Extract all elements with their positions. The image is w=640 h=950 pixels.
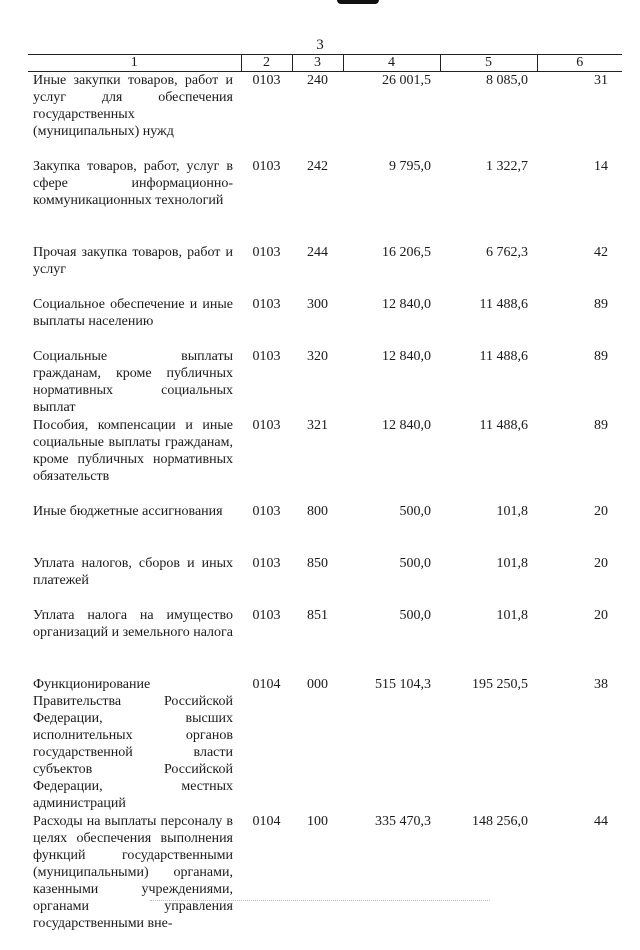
row-section: 0103	[252, 159, 281, 174]
row-col5: 101,8	[496, 556, 528, 571]
table-row	[28, 72, 622, 159]
row-col4: 500,0	[399, 504, 431, 519]
row-section: 0103	[252, 418, 281, 433]
row-name: Уплата налогов, сборов и иных платежей	[33, 556, 233, 588]
table-row	[28, 417, 622, 503]
row-section: 0104	[252, 814, 281, 829]
row-col6: 20	[594, 608, 608, 623]
row-col5: 11 488,6	[479, 349, 528, 364]
row-expense-type: 000	[307, 677, 328, 692]
row-section: 0103	[252, 504, 281, 519]
row-col4: 16 206,5	[382, 245, 431, 260]
row-col4: 515 104,3	[375, 677, 431, 692]
row-col6: 20	[594, 504, 608, 519]
table-row	[28, 813, 622, 950]
row-expense-type: 320	[307, 349, 328, 364]
row-expense-type: 240	[307, 73, 328, 88]
row-name: Уплата налога на имущество организаций и земельного налога	[33, 608, 233, 640]
row-col4: 12 840,0	[382, 418, 431, 433]
row-section: 0103	[252, 297, 281, 312]
row-expense-type: 321	[307, 418, 328, 433]
row-section: 0103	[252, 245, 281, 260]
row-name: Иные бюджетные ассигнования	[33, 504, 223, 519]
row-col4: 26 001,5	[382, 73, 431, 88]
row-col6: 31	[594, 73, 608, 88]
row-section: 0103	[252, 73, 281, 88]
row-expense-type: 244	[307, 245, 328, 260]
header-col-2: 2	[241, 55, 292, 72]
row-col5: 11 488,6	[479, 297, 528, 312]
row-col6: 20	[594, 556, 608, 571]
table-row	[28, 503, 622, 555]
row-section: 0103	[252, 349, 281, 364]
row-name: Функционирование Правительства Российской Федерации, высших исполнительных органов государственной власти субъектов Российской Федерации, местных администраций	[33, 677, 233, 811]
row-col4: 12 840,0	[382, 297, 431, 312]
row-name: Закупка товаров, работ, услуг в сфере информационно-коммуникационных технологий	[33, 159, 233, 208]
row-col6: 89	[594, 297, 608, 312]
table-row	[28, 676, 622, 813]
row-expense-type: 850	[307, 556, 328, 571]
row-col5: 101,8	[496, 504, 528, 519]
row-col5: 8 085,0	[486, 73, 528, 88]
budget-table	[28, 55, 622, 950]
column-number-header	[28, 55, 622, 72]
row-col4: 500,0	[399, 608, 431, 623]
header-col-3: 3	[292, 55, 343, 72]
row-col5: 101,8	[496, 608, 528, 623]
row-expense-type: 800	[307, 504, 328, 519]
table-row	[28, 555, 622, 607]
row-name: Пособия, компенсации и иные социальные выплаты гражданам, кроме публичных нормативных обязательств	[33, 418, 233, 484]
row-expense-type: 300	[307, 297, 328, 312]
row-section: 0104	[252, 677, 281, 692]
row-col4: 12 840,0	[382, 349, 431, 364]
row-col6: 42	[594, 245, 608, 260]
row-name: Социальные выплаты гражданам, кроме публичных нормативных социальных выплат	[33, 349, 233, 415]
header-col-1: 1	[28, 55, 241, 72]
page-number: 3	[316, 37, 324, 53]
row-col4: 9 795,0	[389, 159, 431, 174]
row-section: 0103	[252, 608, 281, 623]
row-col6: 14	[594, 159, 608, 174]
header-col-5: 5	[440, 55, 537, 72]
table-row	[28, 607, 622, 676]
row-col6: 89	[594, 349, 608, 364]
row-col5: 6 762,3	[486, 245, 528, 260]
row-name: Расходы на выплаты персоналу в целях обеспечения выполнения функций государственными (муниципальными) органами, казенными учреждениями, органами управления государственными вне-	[33, 814, 233, 931]
row-col6: 44	[594, 814, 608, 829]
scan-artifact	[337, 0, 379, 4]
row-col4: 335 470,3	[375, 814, 431, 829]
row-col5: 11 488,6	[479, 418, 528, 433]
row-expense-type: 100	[307, 814, 328, 829]
row-col5: 195 250,5	[472, 677, 528, 692]
scan-bottom-edge	[150, 900, 490, 901]
row-expense-type: 851	[307, 608, 328, 623]
row-expense-type: 242	[307, 159, 328, 174]
row-name: Социальное обеспечение и иные выплаты населению	[33, 297, 233, 329]
table-row	[28, 158, 622, 244]
table-row	[28, 244, 622, 296]
row-section: 0103	[252, 556, 281, 571]
row-name: Иные закупки товаров, работ и услуг для обеспечения государственных (муниципальных) нужд	[33, 73, 233, 139]
row-col4: 500,0	[399, 556, 431, 571]
row-col5: 1 322,7	[486, 159, 528, 174]
table-row	[28, 348, 622, 417]
row-col6: 89	[594, 418, 608, 433]
row-col6: 38	[594, 677, 608, 692]
row-col5: 148 256,0	[472, 814, 528, 829]
header-col-4: 4	[343, 55, 440, 72]
header-col-6: 6	[537, 55, 622, 72]
table-row	[28, 296, 622, 348]
row-name: Прочая закупка товаров, работ и услуг	[33, 245, 233, 277]
